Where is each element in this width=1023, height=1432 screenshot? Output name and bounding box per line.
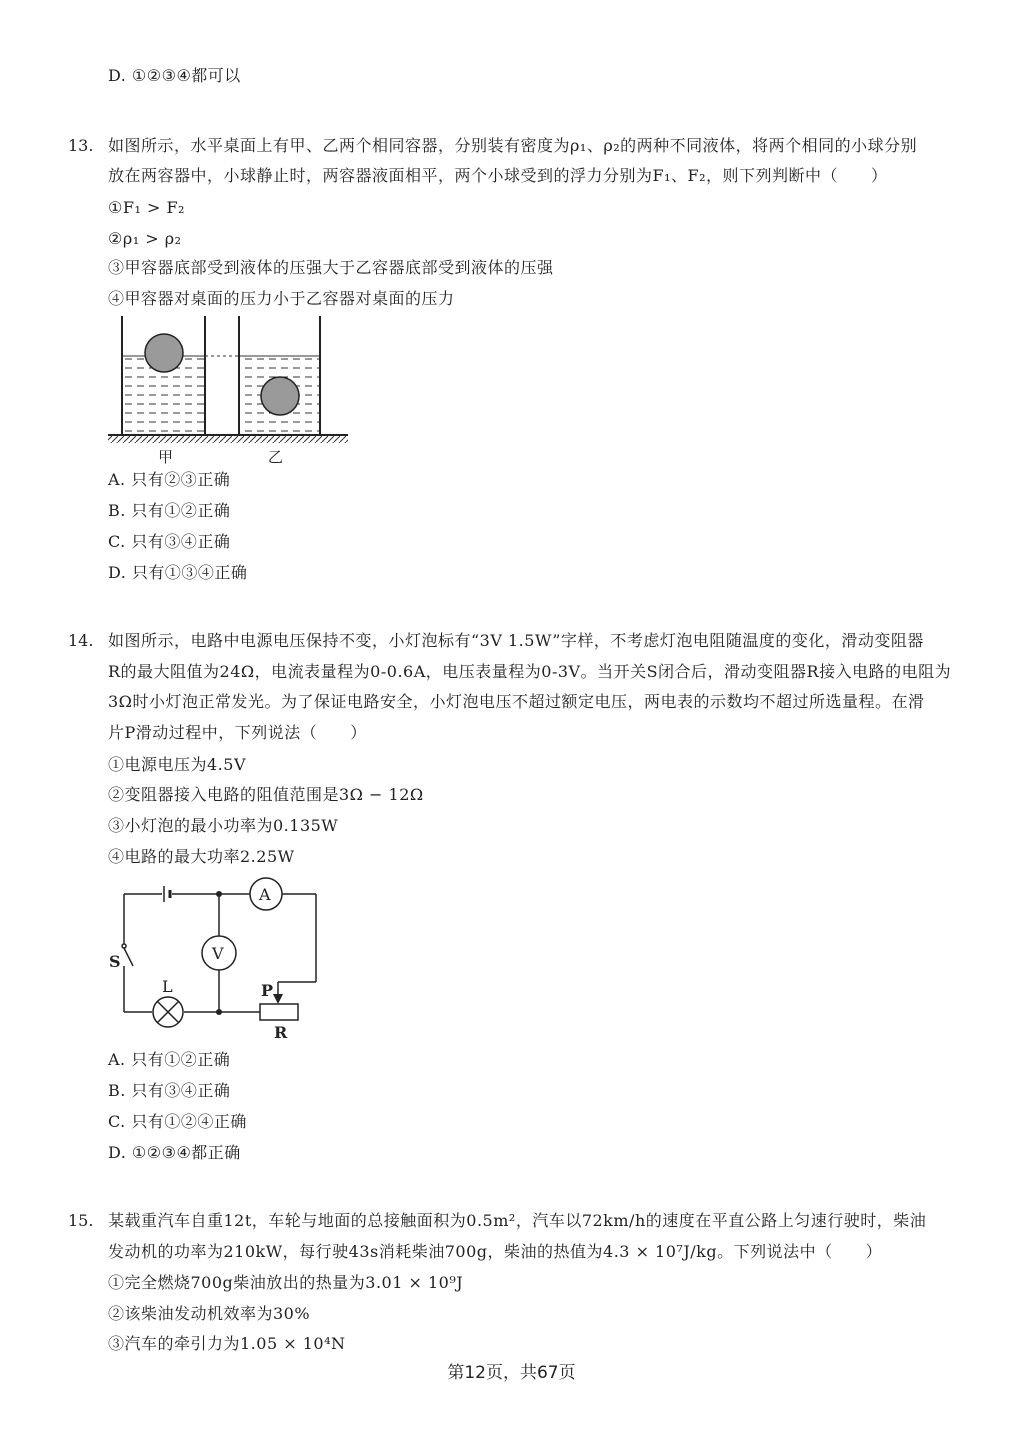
q13-statement-1: ①F₁ > F₂ — [108, 198, 185, 217]
q15-stem-line2: 发动机的功率为210kW，每行驶43s消耗柴油700g，柴油的热值为4.3 × 10⁷J/kg。下列说法中（ ） — [108, 1242, 883, 1261]
junction-dot-top — [216, 891, 222, 897]
q14-stem-line1: 如图所示，电路中电源电压保持不变，小灯泡标有“3V 1.5W”字样，不考虑灯泡电阻随温度的变化，滑动变阻器 — [108, 631, 924, 650]
q14-option-a: A. 只有①②正确 — [108, 1050, 231, 1069]
switch-symbol — [122, 944, 133, 966]
q13-statement-4: ④甲容器对桌面的压力小于乙容器对桌面的压力 — [108, 289, 455, 308]
q14-stem-line3: 3Ω时小灯泡正常发光。为了保证电路安全，小灯泡电压不超过额定电压，两电表的示数均不超过所选量程。在滑 — [108, 692, 925, 711]
q13-option-d: D. 只有①③④正确 — [108, 563, 248, 582]
q13-option-a: A. 只有②③正确 — [108, 470, 231, 489]
q14-statement-4: ④电路的最大功率2.25W — [108, 847, 295, 866]
table-hatch — [108, 436, 348, 443]
ball-in-yi — [261, 377, 299, 415]
q14-stem-line2: R的最大阻值为24Ω，电流表量程为0-0.6A，电压表量程为0-3V。当开关S闭合后，滑动变阻器R接入电路的电阻为 — [108, 662, 952, 681]
container-yi — [239, 316, 320, 435]
q15-stem-line1: 某载重汽车自重12t，车轮与地面的总接触面积为0.5m²，汽车以72km/h的速度在平直公路上匀速行驶时，柴油 — [108, 1211, 927, 1230]
q15-statement-2: ②该柴油发动机效率为30% — [108, 1304, 311, 1323]
q15-statement-1: ①完全燃烧700g柴油放出的热量为3.01 × 10⁹J — [108, 1273, 464, 1292]
prev-option-d: D. ①②③④都可以 — [108, 66, 241, 85]
q14-option-b: B. 只有③④正确 — [108, 1081, 231, 1100]
q13-stem-line1: 如图所示，水平桌面上有甲、乙两个相同容器，分别装有密度为ρ₁、ρ₂的两种不同液体，将两个相同的小球分别 — [108, 136, 918, 155]
q13-option-c: C. 只有③④正确 — [108, 532, 231, 551]
slider-arrow-icon — [273, 994, 283, 1004]
ammeter-label: A — [259, 885, 271, 904]
q14-circuit-figure — [100, 870, 340, 1045]
q14-statement-2: ②变阻器接入电路的阻值范围是3Ω − 12Ω — [108, 785, 424, 804]
q14-number: 14. — [68, 631, 94, 650]
lamp-label: L — [162, 977, 173, 996]
q13-stem-line2: 放在两容器中，小球静止时，两容器液面相平，两个小球受到的浮力分别为F₁、F₂，则下列判断中（ ） — [108, 166, 888, 185]
label-jia: 甲 — [158, 448, 174, 466]
q13-statement-3: ③甲容器底部受到液体的压强大于乙容器底部受到液体的压强 — [108, 258, 554, 277]
battery-symbol — [164, 886, 170, 902]
lamp-symbol — [153, 997, 183, 1027]
switch-label: S — [109, 952, 121, 971]
q14-statement-3: ③小灯泡的最小功率为0.135W — [108, 816, 339, 835]
label-yi: 乙 — [268, 448, 284, 466]
junction-dot-bottom — [216, 1009, 222, 1015]
q13-number: 13. — [68, 136, 94, 155]
q15-number: 15. — [68, 1211, 94, 1230]
q14-option-c: C. 只有①②④正确 — [108, 1112, 247, 1131]
q13-containers-figure — [100, 310, 360, 470]
q14-option-d: D. ①②③④都正确 — [108, 1143, 241, 1162]
resistor-label: R — [274, 1023, 288, 1042]
q13-option-b: B. 只有①②正确 — [108, 501, 231, 520]
container-jia — [122, 316, 205, 435]
q13-statement-2: ②ρ₁ > ρ₂ — [108, 229, 182, 248]
rheostat-symbol — [260, 1004, 298, 1020]
q15-statement-3: ③汽车的牵引力为1.05 × 10⁴N — [108, 1334, 346, 1353]
ball-in-jia — [145, 334, 183, 372]
page-number-footer: 第12页，共67页 — [447, 1363, 576, 1383]
q14-stem-line4: 片P滑动过程中，下列说法（ ） — [108, 723, 367, 742]
slider-label: P — [261, 981, 274, 1000]
q14-statement-1: ①电源电压为4.5V — [108, 755, 247, 774]
voltmeter-label: V — [212, 944, 224, 963]
